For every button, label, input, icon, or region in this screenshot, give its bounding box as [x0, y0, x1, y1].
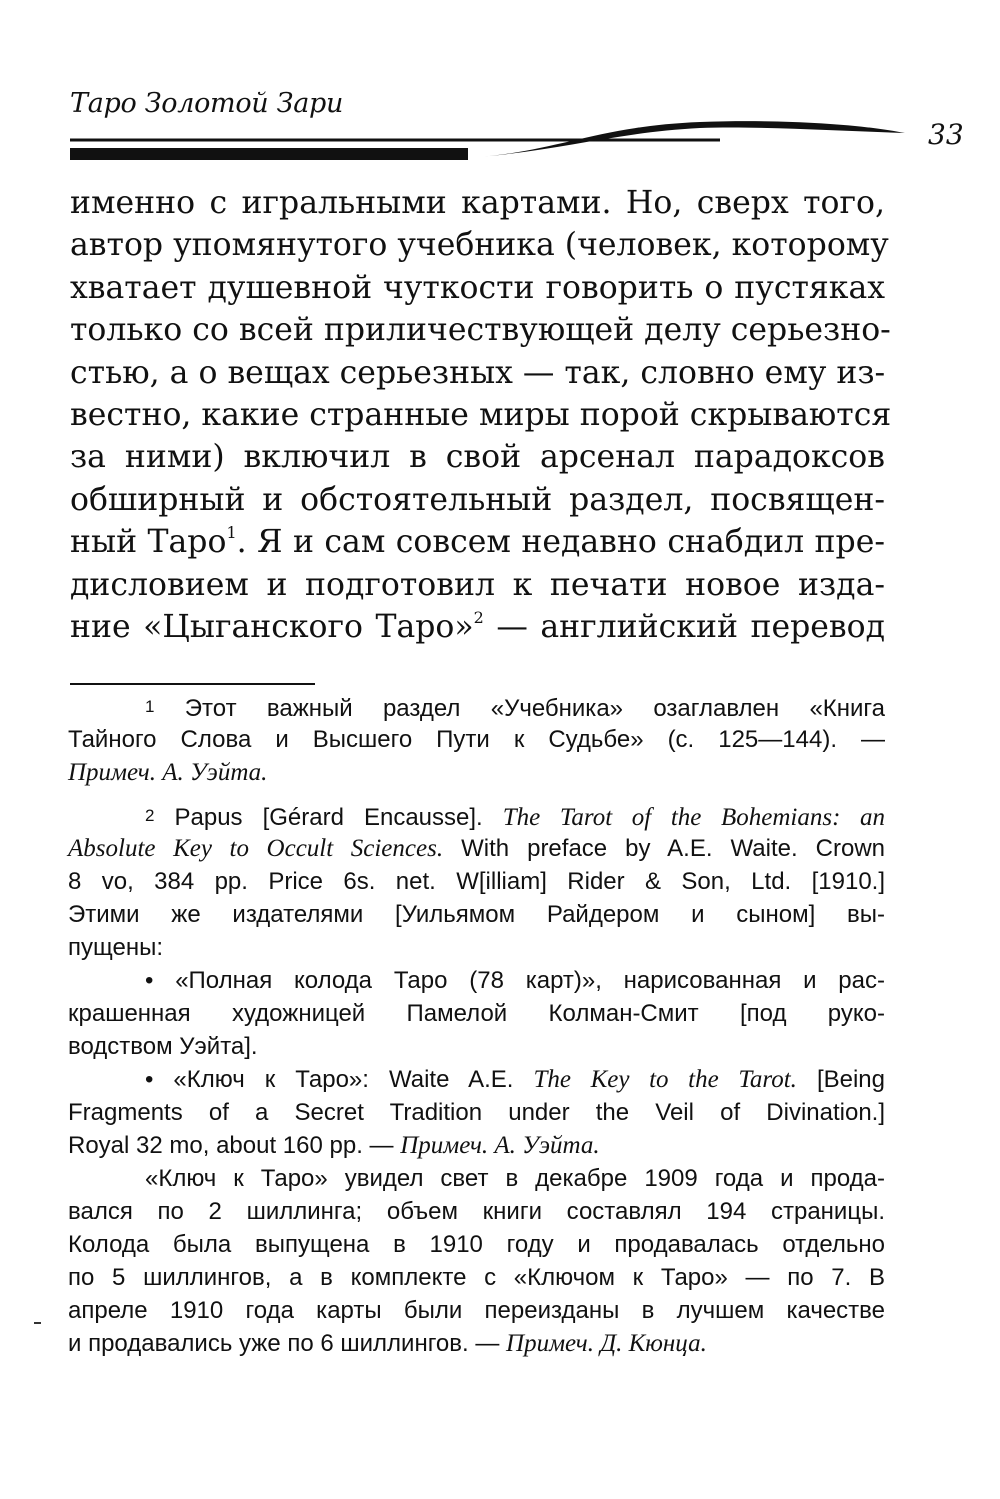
- text-segment: ние «Цыганского Таро»: [70, 608, 474, 645]
- footnote-comment-line: [68, 1327, 885, 1360]
- footnotes: [68, 690, 885, 1360]
- footnote-bullet-line: Fragments of a Secret Tradition under the Veil of Divination.]: [68, 1099, 885, 1126]
- attribution: Примеч. Д. Кюнца.: [506, 1330, 707, 1357]
- text-segment: . Я и сам совсем недавно снабдил пре-: [236, 524, 885, 561]
- footnote-separator: [70, 683, 315, 685]
- text-segment: и продавались уже по 6 шиллингов. —: [68, 1330, 507, 1357]
- book-title: The Key to the Tarot.: [533, 1066, 797, 1093]
- text-line: автор упомянутого учебника (человек, которому: [70, 227, 889, 264]
- text-segment: Royal 32 mo, about 160 pp. —: [68, 1132, 401, 1159]
- footnote-comment-line: апреле 1910 года карты были переизданы в лучшем качестве: [68, 1297, 885, 1324]
- footnote-2-line: пущены:: [68, 934, 163, 961]
- page-number: 33: [928, 118, 964, 151]
- footnote-comment-line: вался по 2 шиллинга; объем книги составлял 194 страницы.: [68, 1198, 885, 1225]
- header-rule-ornament: [0, 110, 1000, 170]
- book-title: The Tarot of the Bohemians: an: [502, 804, 886, 831]
- text-line: [70, 521, 885, 563]
- header-thick-bar: [70, 148, 468, 160]
- text-line: [70, 606, 885, 648]
- text-segment: — английский перевод: [483, 608, 885, 645]
- page-header: [0, 0, 1000, 180]
- text-line: только со всей приличествующей делу серьезно-: [70, 312, 891, 349]
- footnote-2-line: [68, 799, 885, 832]
- footnote-2-line: Этими же издателями [Уильямом Райдером и сыном] вы-: [68, 901, 885, 928]
- running-title: Таро Золотой Зари: [70, 88, 344, 119]
- footnote-comment-line: Колода была выпущена в 1910 году и продавалась отдельно: [68, 1231, 885, 1258]
- text-segment: With preface by A.E. Waite. Crown: [443, 835, 886, 862]
- text-segment: ный Таро: [70, 524, 227, 561]
- footnote-mark: 1: [145, 697, 155, 716]
- text-segment: [Being: [796, 1066, 886, 1093]
- attribution: Примеч. А. Уэйта.: [400, 1132, 600, 1159]
- footnote-1-line: [68, 756, 885, 789]
- footnote-bullet-line: [68, 1129, 885, 1162]
- footnote-2-line: 8 vo, 384 pp. Price 6s. net. W[illiam] Rider & Son, Ltd. [1910.]: [68, 868, 885, 895]
- footnote-ref-2[interactable]: 2: [473, 607, 484, 627]
- text-line: за ними) включил в свой арсенал парадоксов: [70, 439, 885, 476]
- footnote-bullet-line: [68, 1063, 885, 1096]
- footnote-bullet-line: водством Уэйта].: [68, 1033, 258, 1060]
- text-line: вестно, какие странные миры порой скрываются: [70, 396, 892, 433]
- footnote-2-line: [68, 832, 885, 865]
- footnote-1-line: Тайного Слова и Высшего Пути к Судьбе» (с. 125—144). —: [68, 726, 885, 753]
- footnote-1-line: [68, 690, 885, 723]
- footnote-comment-line: по 5 шиллингов, а в комплекте с «Ключом к Таро» — по 7. В: [68, 1264, 885, 1291]
- text-line: стью, а о вещах серьезных — так, словно ему из-: [70, 354, 886, 391]
- scan-artifact-mark: [34, 1322, 41, 1324]
- text-segment: Papus [Gérard Encausse].: [174, 804, 503, 831]
- footnote-ref-1[interactable]: 1: [226, 523, 237, 543]
- footnote-comment-line: «Ключ к Таро» увидел свет в декабре 1909 года и прода-: [145, 1165, 885, 1192]
- text-line: обширный и обстоятельный раздел, посвящен-: [70, 481, 885, 518]
- footnote-bullet-line: • «Полная колода Таро (78 карт)», нарисованная и рас-: [145, 967, 885, 994]
- book-title: Absolute Key to Occult Sciences.: [68, 835, 444, 862]
- attribution: Примеч. А. Уэйта.: [68, 759, 268, 786]
- text-segment: Этот важный раздел «Учебника» озаглавлен «Книга: [184, 695, 886, 722]
- footnote-bullet-line: крашенная художницей Памелой Колман-Смит [под руко-: [68, 1000, 885, 1027]
- text-segment: • «Ключ к Таро»: Waite A.E.: [145, 1066, 534, 1093]
- text-line: именно с игральными картами. Но, сверх того,: [70, 185, 885, 221]
- text-line: дисловием и подготовил к печати новое изда-: [70, 566, 885, 603]
- main-text: [70, 182, 892, 648]
- footnote-mark: 2: [145, 806, 155, 825]
- text-line: хватает душевной чуткости говорить о пустяках: [70, 269, 885, 306]
